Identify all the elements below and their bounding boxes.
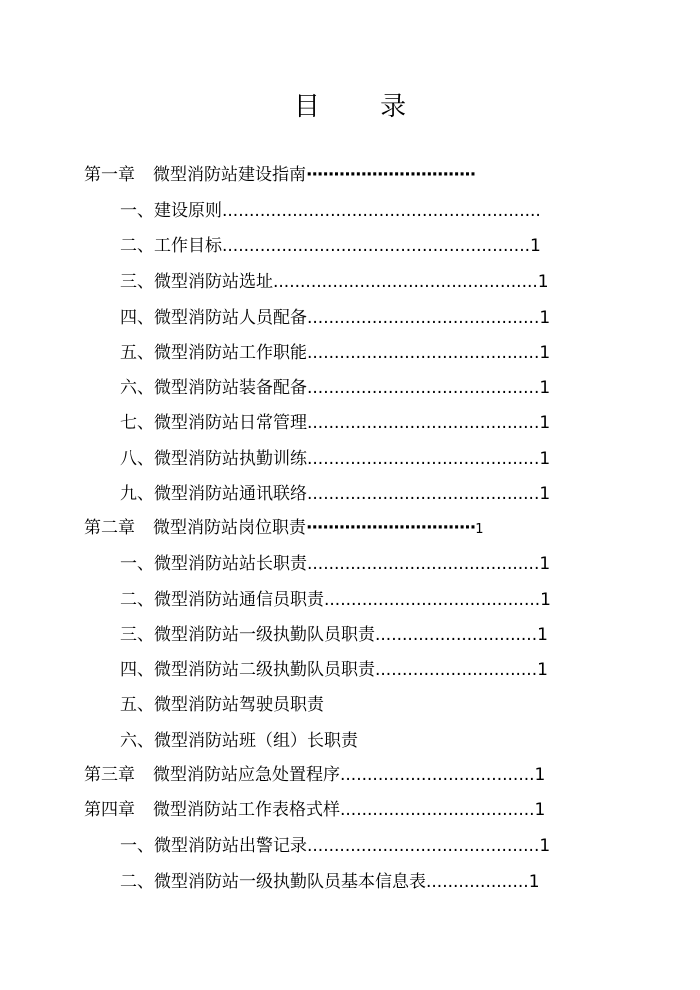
entry-title: 微型消防站通信员职责 [154, 590, 324, 610]
entry-title: 微型消防站出警记录 [154, 836, 307, 856]
toc-entry[interactable] [120, 694, 324, 716]
entry-page-number: 1 [539, 554, 551, 574]
toc-entry[interactable] [120, 235, 541, 257]
toc-entry[interactable] [120, 377, 550, 399]
entry-leader: ........................................... [307, 484, 540, 504]
entry-leader: ........................................... [307, 554, 540, 574]
toc-entry[interactable] [120, 307, 550, 329]
toc-entry[interactable] [120, 730, 358, 752]
toc-entry[interactable] [120, 271, 549, 293]
entry-leader: ........................................... [307, 449, 540, 469]
entry-page-number: 1 [539, 484, 551, 504]
entry-page-number: 1 [539, 343, 551, 363]
toc-entry[interactable] [120, 448, 550, 470]
entry-leader: .............................. [375, 625, 538, 645]
entry-leader: ······························· [306, 518, 476, 538]
entry-number: 一、 [120, 201, 154, 221]
entry-number: 四、 [120, 308, 154, 328]
toc-entry-chapter-2[interactable] [84, 517, 483, 541]
toc-entry[interactable] [120, 483, 550, 505]
entry-title: 微型消防站班（组）长职责 [154, 731, 358, 751]
entry-number: 八、 [120, 449, 154, 469]
toc-entry[interactable] [120, 871, 540, 893]
entry-leader: ........................................ [324, 590, 541, 610]
entry-title: 建设原则 [154, 201, 222, 221]
entry-title: 微型消防站岗位职责 [153, 518, 306, 538]
entry-page-number: 1 [539, 836, 551, 856]
toc-entry-chapter-4[interactable] [84, 799, 545, 821]
entry-page-number: 1 [537, 660, 548, 680]
entry-number: 一、 [120, 554, 154, 574]
entry-title: 微型消防站建设指南 [153, 165, 306, 185]
entry-leader: ........................................... [307, 378, 540, 398]
entry-leader: .................................... [340, 800, 535, 820]
entry-title: 微型消防站日常管理 [154, 413, 307, 433]
page-title: 目 录 [293, 92, 433, 122]
entry-number: 二、 [120, 590, 154, 610]
entry-number: 七、 [120, 413, 154, 433]
entry-page-number: 1 [475, 522, 484, 537]
entry-page-number: 1 [539, 413, 551, 433]
entry-title: 微型消防站工作表格式样 [153, 800, 340, 820]
toc-entry[interactable] [120, 200, 541, 222]
entry-number: 五、 [120, 343, 154, 363]
entry-number: 九、 [120, 484, 154, 504]
entry-leader: ................... [426, 872, 529, 892]
entry-leader: ······························· [306, 165, 476, 185]
entry-number: 第四章 [84, 800, 135, 820]
entry-title: 微型消防站应急处置程序 [153, 765, 340, 785]
entry-leader: ................................................. [273, 272, 538, 292]
entry-page-number: 1 [530, 236, 541, 256]
entry-number: 第二章 [84, 518, 135, 538]
entry-leader: ........................................... [307, 413, 540, 433]
entry-page-number: 1 [537, 272, 549, 292]
entry-leader: ......................................................... [222, 236, 531, 256]
entry-title: 微型消防站二级执勤队员职责 [154, 660, 375, 680]
entry-title: 微型消防站装备配备 [154, 378, 307, 398]
entry-number: 一、 [120, 836, 154, 856]
entry-number: 二、 [120, 872, 154, 892]
entry-number: 六、 [120, 378, 154, 398]
entry-page-number: 1 [528, 872, 540, 892]
toc-entry[interactable] [120, 624, 548, 646]
entry-number: 四、 [120, 660, 154, 680]
entry-title: 微型消防站一级执勤队员职责 [154, 625, 375, 645]
entry-title: 微型消防站一级执勤队员基本信息表 [154, 872, 426, 892]
entry-number: 五、 [120, 695, 154, 715]
toc-entry-chapter-3[interactable] [84, 764, 545, 786]
toc-entry[interactable] [120, 553, 550, 575]
entry-leader: .............................. [375, 660, 538, 680]
entry-title: 工作目标 [154, 236, 222, 256]
entry-title: 微型消防站站长职责 [154, 554, 307, 574]
entry-page-number: 1 [537, 625, 548, 645]
entry-page-number: 1 [539, 378, 551, 398]
entry-title: 微型消防站通讯联络 [154, 484, 307, 504]
entry-title: 微型消防站驾驶员职责 [154, 695, 324, 715]
toc-entry-chapter-1[interactable] [84, 164, 475, 186]
entry-leader: ........................................................... [222, 201, 541, 221]
entry-number: 二、 [120, 236, 154, 256]
toc-entry[interactable] [120, 835, 550, 857]
entry-number: 第三章 [84, 765, 135, 785]
entry-leader: ........................................... [307, 343, 540, 363]
entry-title: 微型消防站选址 [154, 272, 273, 292]
entry-page-number: 1 [540, 590, 551, 610]
entry-title: 微型消防站执勤训练 [154, 449, 307, 469]
entry-number: 三、 [120, 272, 154, 292]
entry-number: 三、 [120, 625, 154, 645]
toc-entry[interactable] [120, 659, 548, 681]
entry-number: 第一章 [84, 165, 135, 185]
entry-leader: ........................................... [307, 308, 540, 328]
entry-leader: ........................................... [307, 836, 540, 856]
entry-page-number: 1 [534, 765, 546, 785]
entry-page-number: 1 [539, 308, 551, 328]
entry-title: 微型消防站人员配备 [154, 308, 307, 328]
entry-page-number: 1 [539, 449, 551, 469]
toc-entry[interactable] [120, 342, 550, 364]
entry-title: 微型消防站工作职能 [154, 343, 307, 363]
toc-entry[interactable] [120, 412, 550, 434]
toc-entry[interactable] [120, 589, 551, 611]
entry-leader: .................................... [340, 765, 535, 785]
entry-page-number: 1 [534, 800, 546, 820]
entry-number: 六、 [120, 731, 154, 751]
